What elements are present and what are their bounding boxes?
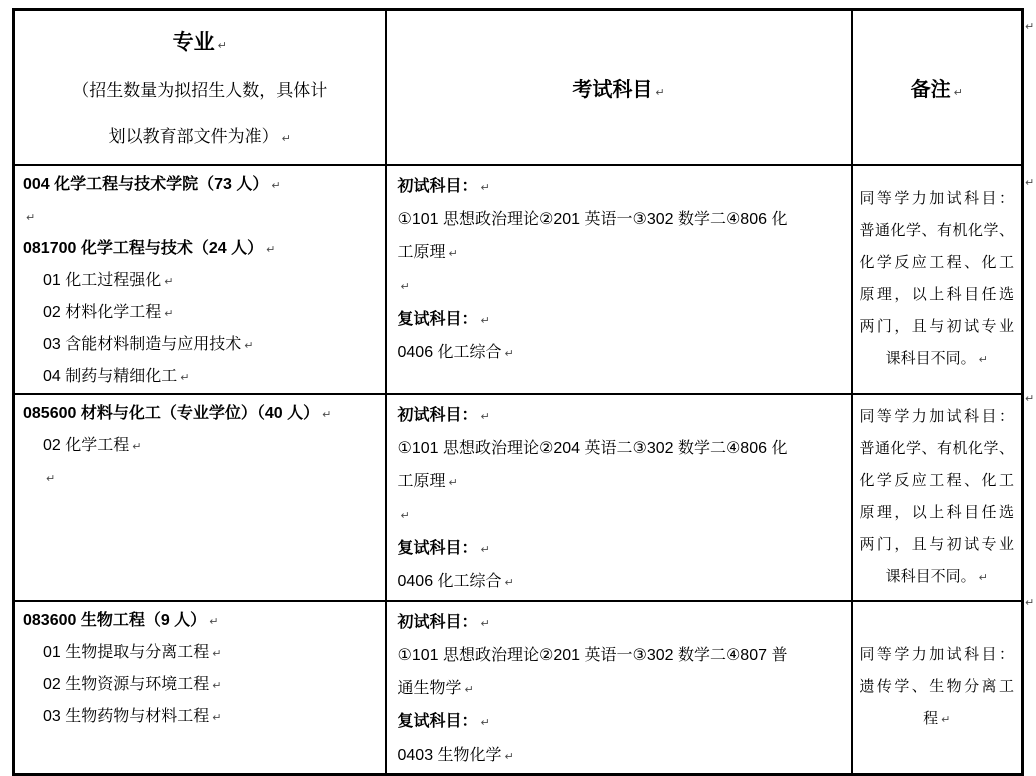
text-line-content: 02 材料化学工程 — [43, 303, 162, 321]
row-end-paragraph-mark: ↵ — [1025, 176, 1035, 189]
text-line — [23, 462, 381, 494]
remark-cell — [852, 165, 1023, 394]
paragraph-mark-icon: ↵ — [209, 614, 219, 628]
text-line-content: 04 制药与精细化工 — [43, 367, 178, 385]
remark-line-content: 普通化学、有机化学、 — [859, 439, 1014, 457]
remark-line — [860, 529, 1015, 561]
remark-line-content: 原理，以上科目任选 — [859, 503, 1014, 521]
text-line-content: 0406 化工综合 — [397, 344, 502, 361]
remark-line — [860, 279, 1015, 311]
text-line-content: 复试科目： — [397, 310, 478, 328]
paragraph-mark-icon: ↵ — [978, 570, 988, 584]
text-line-content: 复试科目： — [397, 539, 478, 557]
remark-line — [860, 183, 1015, 215]
header-exam-subjects — [386, 10, 852, 165]
text-line — [23, 233, 381, 265]
row-end-paragraph-mark: ↵ — [1025, 392, 1035, 405]
table-body — [14, 10, 1023, 775]
text-line — [23, 398, 381, 430]
paragraph-mark-icon: ↵ — [480, 313, 490, 327]
text-line — [23, 201, 381, 233]
paragraph-mark-icon: ↵ — [448, 246, 458, 260]
text-line — [398, 706, 845, 740]
paragraph-mark-icon: ↵ — [464, 682, 474, 696]
text-line — [23, 329, 381, 361]
text-line — [398, 237, 845, 271]
paragraph-mark-icon: ↵ — [480, 542, 490, 556]
paragraph-mark-icon: ↵ — [266, 242, 276, 256]
paragraph-mark-icon: ↵ — [400, 280, 410, 293]
remark-line-content: 课科目不同。 — [885, 567, 976, 585]
paragraph-mark-icon: ↵ — [504, 347, 514, 360]
remark-line-content: 两门，且与初试专业 — [859, 317, 1014, 335]
text-line-content: ①101 思想政治理论②201 英语一③302 数学二④806 化 — [397, 211, 788, 228]
text-line — [398, 740, 845, 774]
header-major — [14, 10, 386, 165]
remark-line-content: 遗传学、生物分离工 — [859, 677, 1014, 695]
paragraph-mark-icon: ↵ — [504, 749, 514, 763]
text-line — [23, 669, 381, 701]
paragraph-mark-icon: ↵ — [46, 471, 56, 485]
text-line — [23, 361, 381, 393]
header-row — [14, 10, 1023, 165]
text-line — [398, 566, 845, 600]
paragraph-mark-icon: ↵ — [281, 132, 291, 145]
text-line — [23, 297, 381, 329]
header-major-note-text-1: （招生数量为拟招生人数，具体计 — [72, 81, 328, 100]
table-row — [14, 394, 1023, 601]
text-line-content: ①101 思想政治理论②204 英语二③302 数学二④806 化 — [397, 440, 788, 457]
paragraph-mark-icon: ↵ — [217, 39, 227, 52]
paragraph-mark-icon: ↵ — [212, 678, 222, 692]
remark-line — [860, 247, 1015, 279]
text-line — [398, 533, 845, 567]
paragraph-mark-icon: ↵ — [164, 274, 174, 288]
row-end-paragraph-mark: ↵ — [1025, 596, 1035, 609]
header-major-title-line — [15, 11, 385, 68]
text-line-content: 02 生物资源与环境工程 — [43, 675, 210, 693]
remark-line — [860, 433, 1015, 465]
text-line — [398, 673, 845, 707]
table-row — [14, 165, 1023, 394]
text-line — [398, 499, 845, 533]
text-line — [23, 169, 381, 201]
text-line — [398, 607, 845, 641]
remark-line — [860, 215, 1015, 247]
remark-line-content: 普通化学、有机化学、 — [859, 221, 1014, 239]
header-major-title: 专业 — [172, 31, 215, 54]
text-line — [398, 270, 845, 304]
remark-line-content: 课科目不同。 — [885, 349, 976, 367]
remark-line — [860, 311, 1015, 343]
text-line-content: 083600 生物工程（9 人） — [23, 611, 207, 629]
text-line-content: 初试科目： — [397, 177, 478, 195]
paragraph-mark-icon: ↵ — [953, 85, 963, 99]
text-line — [398, 171, 845, 205]
paragraph-mark-icon: ↵ — [941, 712, 951, 726]
text-line — [398, 337, 845, 371]
text-line-content: 01 化工过程强化 — [43, 271, 162, 289]
text-line — [398, 433, 845, 466]
paragraph-mark-icon: ↵ — [480, 409, 490, 423]
paragraph-mark-icon: ↵ — [400, 509, 410, 522]
text-line-content: 03 含能材料制造与应用技术 — [43, 335, 242, 353]
header-remark-title: 备注 — [910, 78, 951, 101]
remark-line — [860, 671, 1015, 703]
remark-line-content: 程 — [923, 709, 939, 727]
text-line-content: 0406 化工综合 — [397, 573, 502, 590]
remark-cell — [852, 601, 1023, 775]
text-line — [398, 640, 845, 673]
header-remarks — [852, 10, 1023, 165]
paragraph-mark-icon: ↵ — [655, 85, 665, 99]
table-row — [14, 601, 1023, 775]
remark-line — [860, 343, 1015, 376]
paragraph-mark-icon: ↵ — [180, 370, 190, 384]
text-line-content: 081700 化学工程与技术（24 人） — [23, 239, 264, 257]
text-line-content: 工原理 — [397, 243, 446, 261]
paragraph-mark-icon: ↵ — [322, 407, 332, 421]
text-line-content: 初试科目： — [397, 406, 478, 424]
text-line-content: 通生物学 — [397, 679, 462, 697]
remark-line-content: 同等学力加试科目： — [859, 189, 1014, 207]
text-line — [23, 605, 381, 637]
exam-cell — [386, 394, 852, 601]
paragraph-mark-icon: ↵ — [504, 576, 514, 589]
major-cell — [14, 165, 386, 394]
major-cell — [14, 394, 386, 601]
paragraph-mark-icon: ↵ — [212, 646, 222, 660]
paragraph-mark-icon: ↵ — [212, 710, 222, 724]
text-line-content: 01 生物提取与分离工程 — [43, 643, 210, 661]
remark-line — [860, 639, 1015, 671]
header-exam-title: 考试科目 — [572, 78, 653, 101]
text-line — [23, 701, 381, 733]
remark-line-content: 同等学力加试科目： — [859, 407, 1014, 425]
paragraph-mark-icon: ↵ — [271, 178, 281, 192]
text-line — [398, 204, 845, 237]
paragraph-mark-icon: ↵ — [480, 180, 490, 194]
text-line-content: 初试科目： — [397, 613, 478, 631]
paragraph-mark-icon: ↵ — [448, 475, 458, 489]
remark-line-content: 化学反应工程、化工 — [859, 253, 1014, 271]
paragraph-mark-icon: ↵ — [480, 716, 490, 729]
remark-line — [860, 703, 1015, 736]
remark-line-content: 化学反应工程、化工 — [859, 471, 1014, 489]
paragraph-mark-icon: ↵ — [480, 616, 490, 630]
paragraph-mark-icon: ↵ — [978, 352, 988, 366]
header-major-note-line-2 — [15, 114, 385, 162]
paragraph-mark-icon: ↵ — [132, 439, 142, 453]
header-major-note-line-1 — [15, 68, 385, 114]
remark-line — [860, 465, 1015, 497]
major-cell — [14, 601, 386, 775]
remark-line-content: 原理，以上科目任选 — [859, 285, 1014, 303]
admissions-table — [12, 8, 1024, 776]
paragraph-mark-icon: ↵ — [164, 306, 174, 320]
remark-cell — [852, 394, 1023, 601]
remark-line — [860, 497, 1015, 529]
text-line-content: 085600 材料与化工（专业学位）（40 人） — [23, 404, 320, 422]
exam-cell — [386, 165, 852, 394]
remark-line-content: 两门，且与初试专业 — [859, 535, 1014, 553]
text-line — [23, 265, 381, 297]
text-line-content: 0403 生物化学 — [397, 746, 502, 764]
text-line-content: 004 化学工程与技术学院（73 人） — [23, 175, 269, 193]
paragraph-mark-icon: ↵ — [26, 210, 36, 224]
remark-line — [860, 561, 1015, 594]
text-line — [23, 430, 381, 462]
text-line-content: 工原理 — [397, 472, 446, 490]
text-line — [398, 304, 845, 338]
row-end-paragraph-mark: ↵ — [1025, 20, 1035, 33]
remark-line-content: 同等学力加试科目： — [859, 645, 1014, 663]
header-major-note-text-2: 划以教育部文件为准） — [108, 127, 279, 146]
exam-cell — [386, 601, 852, 775]
text-line-content: 02 化学工程 — [43, 436, 130, 454]
text-line — [398, 466, 845, 500]
text-line-content: 复试科目： — [397, 713, 478, 730]
paragraph-mark-icon: ↵ — [244, 338, 254, 352]
text-line — [23, 637, 381, 669]
text-line-content: 03 生物药物与材料工程 — [43, 707, 210, 725]
remark-line — [860, 401, 1015, 433]
text-line-content: ①101 思想政治理论②201 英语一③302 数学二④807 普 — [397, 647, 788, 664]
text-line — [398, 400, 845, 434]
